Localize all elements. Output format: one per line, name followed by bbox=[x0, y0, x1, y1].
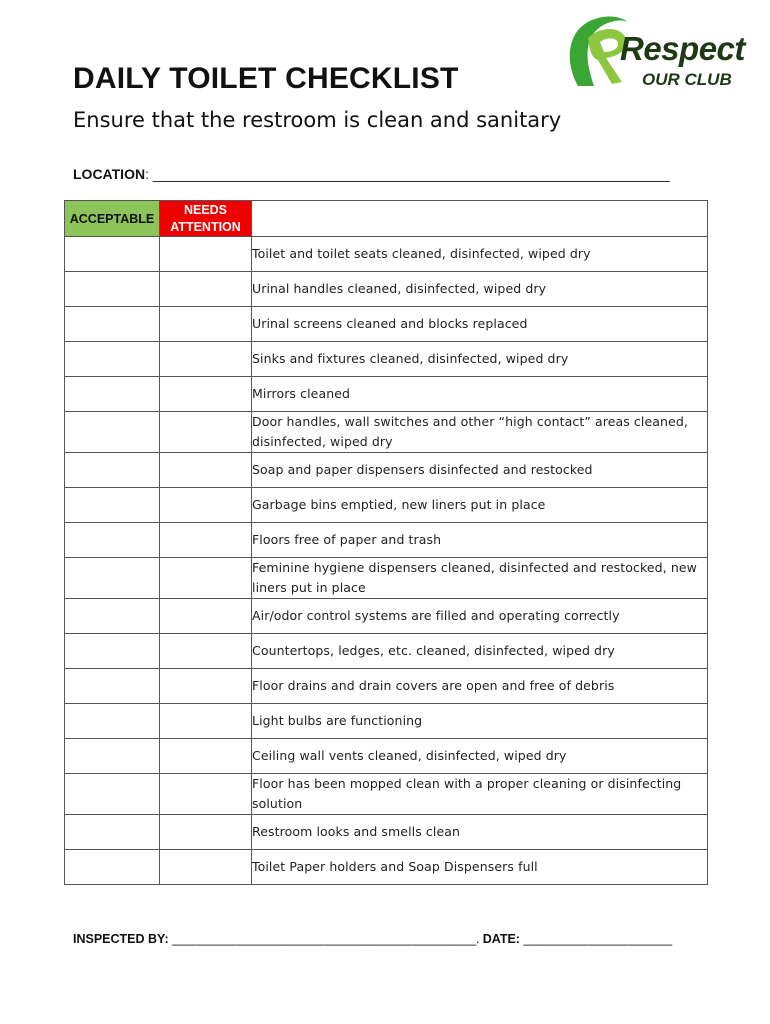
acceptable-checkbox[interactable] bbox=[65, 634, 160, 669]
acceptable-checkbox[interactable] bbox=[65, 488, 160, 523]
needs-attention-checkbox[interactable] bbox=[160, 739, 252, 774]
acceptable-checkbox[interactable] bbox=[65, 237, 160, 272]
needs-attention-checkbox[interactable] bbox=[160, 307, 252, 342]
checklist-item: Garbage bins emptied, new liners put in place bbox=[252, 488, 708, 523]
page-title: DAILY TOILET CHECKLIST bbox=[73, 62, 459, 95]
needs-attention-checkbox[interactable] bbox=[160, 850, 252, 885]
location-colon: : bbox=[145, 166, 149, 182]
checklist-item: Countertops, ledges, etc. cleaned, disinfected, wiped dry bbox=[252, 634, 708, 669]
needs-attention-checkbox[interactable] bbox=[160, 272, 252, 307]
checklist-item: Ceiling wall vents cleaned, disinfected, wiped dry bbox=[252, 739, 708, 774]
acceptable-checkbox[interactable] bbox=[65, 739, 160, 774]
checklist-item: Air/odor control systems are filled and operating correctly bbox=[252, 599, 708, 634]
needs-attention-checkbox[interactable] bbox=[160, 599, 252, 634]
acceptable-checkbox[interactable] bbox=[65, 453, 160, 488]
checklist-item: Sinks and fixtures cleaned, disinfected, wiped dry bbox=[252, 342, 708, 377]
checklist-item: Urinal screens cleaned and blocks replaced bbox=[252, 307, 708, 342]
table-row bbox=[65, 342, 708, 377]
checklist-item: Mirrors cleaned bbox=[252, 377, 708, 412]
needs-attention-checkbox[interactable] bbox=[160, 669, 252, 704]
acceptable-checkbox[interactable] bbox=[65, 599, 160, 634]
checklist-item: Urinal handles cleaned, disinfected, wiped dry bbox=[252, 272, 708, 307]
checklist-item: Feminine hygiene dispensers cleaned, disinfected and restocked, new liners put in place bbox=[252, 558, 708, 599]
table-row bbox=[65, 704, 708, 739]
acceptable-checkbox[interactable] bbox=[65, 377, 160, 412]
table-row bbox=[65, 237, 708, 272]
table-row bbox=[65, 739, 708, 774]
acceptable-checkbox[interactable] bbox=[65, 774, 160, 815]
acceptable-checkbox[interactable] bbox=[65, 523, 160, 558]
table-row bbox=[65, 669, 708, 704]
checklist-item: Floor has been mopped clean with a proper cleaning or disinfecting solution bbox=[252, 774, 708, 815]
needs-attention-checkbox[interactable] bbox=[160, 377, 252, 412]
table-row bbox=[65, 634, 708, 669]
checklist-item: Floor drains and drain covers are open and free of debris bbox=[252, 669, 708, 704]
acceptable-checkbox[interactable] bbox=[65, 412, 160, 453]
location-label: LOCATION bbox=[73, 166, 146, 182]
table-row bbox=[65, 272, 708, 307]
checklist-item: Toilet Paper holders and Soap Dispensers full bbox=[252, 850, 708, 885]
table-row bbox=[65, 377, 708, 412]
checklist-item: Light bulbs are functioning bbox=[252, 704, 708, 739]
acceptable-checkbox[interactable] bbox=[65, 558, 160, 599]
header-item-blank bbox=[252, 201, 708, 237]
acceptable-checkbox[interactable] bbox=[65, 704, 160, 739]
acceptable-checkbox[interactable] bbox=[65, 815, 160, 850]
checklist-item: Restroom looks and smells clean bbox=[252, 815, 708, 850]
needs-attention-checkbox[interactable] bbox=[160, 488, 252, 523]
logo-word-our-club: OUR CLUB bbox=[642, 70, 732, 89]
respect-our-club-logo bbox=[560, 8, 765, 96]
acceptable-checkbox[interactable] bbox=[65, 669, 160, 704]
needs-attention-checkbox[interactable] bbox=[160, 523, 252, 558]
table-row bbox=[65, 453, 708, 488]
needs-attention-checkbox[interactable] bbox=[160, 634, 252, 669]
checklist-item: Door handles, wall switches and other “high contact” areas cleaned, disinfected, wiped dry bbox=[252, 412, 708, 453]
checklist-item: Soap and paper dispensers disinfected and restocked bbox=[252, 453, 708, 488]
acceptable-checkbox[interactable] bbox=[65, 342, 160, 377]
location-field[interactable] bbox=[73, 166, 703, 182]
table-row bbox=[65, 488, 708, 523]
needs-attention-checkbox[interactable] bbox=[160, 237, 252, 272]
header-needs-line2: ATTENTION bbox=[170, 219, 241, 234]
table-row bbox=[65, 774, 708, 815]
needs-attention-checkbox[interactable] bbox=[160, 558, 252, 599]
acceptable-checkbox[interactable] bbox=[65, 850, 160, 885]
checklist-item: Toilet and toilet seats cleaned, disinfected, wiped dry bbox=[252, 237, 708, 272]
table-row bbox=[65, 307, 708, 342]
header-needs-line1: NEEDS bbox=[183, 202, 228, 217]
acceptable-checkbox[interactable] bbox=[65, 272, 160, 307]
acceptable-checkbox[interactable] bbox=[65, 307, 160, 342]
needs-attention-checkbox[interactable] bbox=[160, 815, 252, 850]
needs-attention-checkbox[interactable] bbox=[160, 774, 252, 815]
table-row bbox=[65, 599, 708, 634]
table-row bbox=[65, 412, 708, 453]
checklist-item: Floors free of paper and trash bbox=[252, 523, 708, 558]
needs-attention-checkbox[interactable] bbox=[160, 412, 252, 453]
header-needs-attention bbox=[160, 201, 252, 237]
needs-attention-checkbox[interactable] bbox=[160, 453, 252, 488]
inspected-by-label: INSPECTED BY: bbox=[73, 932, 169, 946]
inspection-footer bbox=[73, 932, 703, 946]
page-subtitle: Ensure that the restroom is clean and sanitary bbox=[73, 108, 562, 132]
date-line[interactable]: ______________________ bbox=[523, 932, 672, 946]
needs-attention-checkbox[interactable] bbox=[160, 704, 252, 739]
table-row bbox=[65, 850, 708, 885]
location-line[interactable]: _____________________________________________________________________ bbox=[152, 166, 670, 182]
table-row bbox=[65, 523, 708, 558]
date-label: DATE: bbox=[482, 932, 520, 946]
header-acceptable: ACCEPTABLE bbox=[65, 201, 160, 237]
logo-word-respect: Respect bbox=[620, 30, 745, 67]
inspected-by-line[interactable]: _____________________________________________. bbox=[172, 932, 480, 946]
table-row bbox=[65, 815, 708, 850]
checklist-table bbox=[64, 200, 708, 885]
needs-attention-checkbox[interactable] bbox=[160, 342, 252, 377]
table-row bbox=[65, 558, 708, 599]
